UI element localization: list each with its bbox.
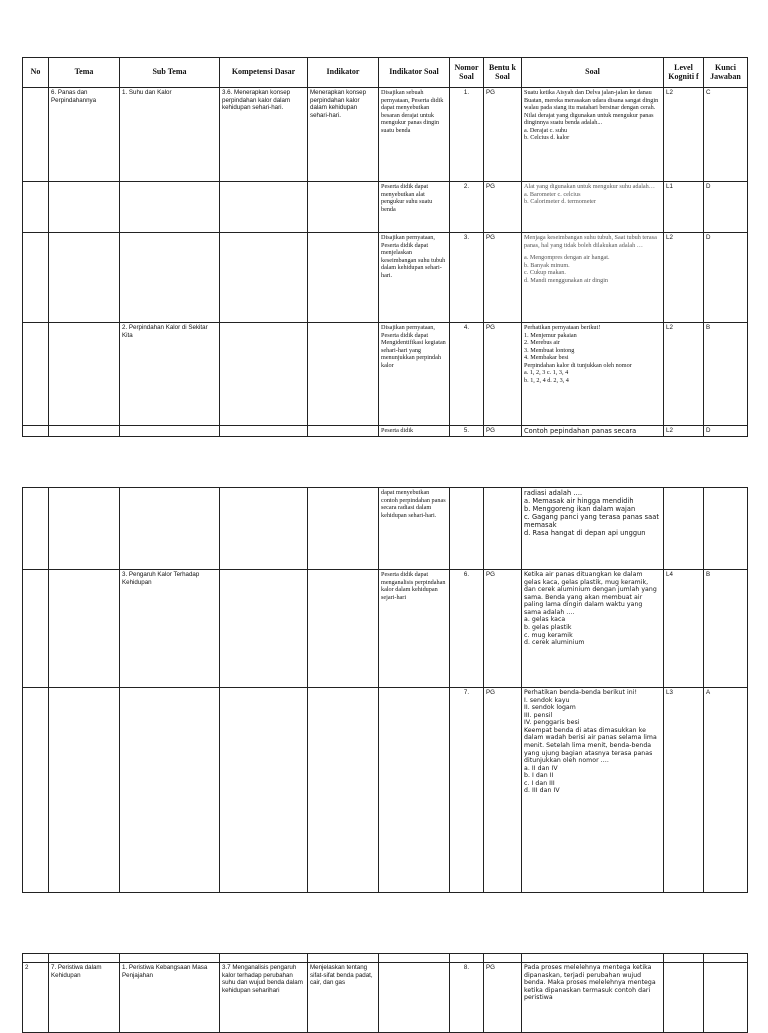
soal-option: d. Rasa hangat di depan api unggun [524, 529, 646, 538]
cell-soal [522, 688, 664, 893]
table-row [23, 570, 748, 688]
header-no: No [23, 58, 49, 88]
cell-soal [522, 182, 664, 233]
cell-level: L2 [664, 323, 704, 426]
cell-indikator-soal: dapat menyebutkan contoh perpindahan panas secara radiasi dalam kehidupan sehari-hari. [379, 488, 450, 570]
soal-option: c. Gagang panci yang terasa panas saat memasak [524, 513, 659, 530]
soal-text: Keempat benda di atas dimasukkan ke dalam wadah berisi air panas selama lima menit. Setelah lima menit, benda-benda yang ujung bagian atasnya terasa panas ditunjukkan oleh nomor …. [524, 726, 657, 765]
cell-kunci: C [704, 88, 748, 182]
cell-kunci: A [704, 688, 748, 893]
cell-nomor-soal: 5. [450, 426, 484, 437]
cell-level: L2 [664, 233, 704, 323]
table-row [23, 954, 748, 963]
header-kunci-jawaban: Kunci Jawaban [704, 58, 748, 88]
soal-option: b. Calorimeter d. termometer [524, 198, 596, 206]
cell-bentuk-soal: PG [484, 323, 522, 426]
table-row [23, 323, 748, 426]
header-row [23, 58, 748, 88]
soal-option: a. Mengompres dengan air hangat. [524, 254, 610, 262]
cell-level: L2 [664, 426, 704, 437]
cell-bentuk-soal: PG [484, 570, 522, 688]
cell-tema: 6. Panas dan Perpindahannya [49, 88, 120, 182]
table-row [23, 88, 748, 182]
cell-kunci: B [704, 570, 748, 688]
cell-sub-tema: 2. Perpindahan Kalor di Sekitar Kita [120, 323, 220, 426]
cell-level: L3 [664, 688, 704, 893]
cell-soal [522, 88, 664, 182]
cell-nomor-soal: 1. [450, 88, 484, 182]
kisi-kisi-table-page-1 [22, 57, 748, 437]
header-level-kognitif: Level Kogniti f [664, 58, 704, 88]
cell-level: L2 [664, 88, 704, 182]
cell-nomor-soal: 3. [450, 233, 484, 323]
soal-option: IV. penggaris besi [524, 719, 580, 727]
soal-option: III. pensil [524, 711, 553, 719]
header-kompetensi-dasar: Kompetensi Dasar [220, 58, 308, 88]
cell-nomor-soal: 6. [450, 570, 484, 688]
soal-option: a. gelas kaca [524, 616, 566, 624]
soal-option: b. I dan II [524, 772, 554, 780]
header-nomor-soal: Nomor Soal [450, 58, 484, 88]
cell-sub-tema: 1. Peristiwa Kebangsaan Masa Penjajahan [120, 963, 220, 1033]
cell-indikator-soal: Disajikan pernyataan, Peserta didik dapat Mengidentifikasi kegiatan sehari-hari yang menunjukkan perpindah kalor [379, 323, 450, 426]
cell-bentuk-soal: PG [484, 688, 522, 893]
soal-option: d. Mandi menggunakan air dingin [524, 276, 609, 284]
cell-bentuk-soal: PG [484, 88, 522, 182]
cell-sub-tema: 3. Pengaruh Kalor Terhadap Kehidupan [120, 570, 220, 688]
soal-option: I. sendok kayu [524, 696, 570, 704]
cell-kunci: B [704, 323, 748, 426]
kisi-kisi-table-page-2 [22, 487, 748, 893]
soal-option: d. III dan IV [524, 787, 560, 795]
cell-bentuk-soal: PG [484, 963, 522, 1033]
soal-option: a. Derajat c. suhu [524, 126, 568, 134]
cell-kunci: D [704, 233, 748, 323]
soal-option: 2. Merebus air [524, 339, 560, 347]
soal-option: 3. Membuat lontong [524, 346, 575, 354]
soal-text: radiasi adalah …. [524, 489, 583, 497]
cell-kunci: D [704, 426, 748, 437]
cell-nomor-soal: 4. [450, 323, 484, 426]
soal-option: b. 1, 2, 4 d. 2, 3, 4 [524, 376, 569, 384]
soal-text: Menjaga keseimbangan suhu tubuh, Saat tubuh terasa panas, hal yang tidak boleh dilakukan adalah … [524, 234, 657, 249]
kisi-kisi-table-page-3 [22, 953, 748, 1033]
soal-option: a. Barometer c. celcius [524, 190, 581, 198]
table-row [23, 182, 748, 233]
cell-level: L4 [664, 570, 704, 688]
soal-option: d. cerek aluminium [524, 639, 585, 647]
cell-sub-tema: 1. Suhu dan Kalor [120, 88, 220, 182]
header-indikator: Indikator [308, 58, 379, 88]
cell-soal: Pada proses melelehnya mentega ketika dipanaskan, terjadi perubahan wujud benda. Maka proses melelehnya mentega ketika dipanaskan termasuk contoh dari peristiwa [522, 963, 664, 1033]
header-bentuk-soal: Bentu k Soal [484, 58, 522, 88]
soal-option: a. 1, 2, 3 c. 1, 3, 4 [524, 369, 569, 377]
soal-option: b. Celcius d. kalor [524, 134, 570, 142]
cell-nomor-soal: 7. [450, 688, 484, 893]
soal-option: c. mug keramik [524, 631, 573, 639]
cell-kunci: D [704, 182, 748, 233]
soal-option: 4. Membakar besi [524, 354, 569, 362]
cell-no [23, 88, 49, 182]
header-tema: Tema [49, 58, 120, 88]
cell-soal [522, 488, 664, 570]
cell-indikator-soal: Disajikan pernyataan, Peserta didik dapat menjelaskan keseimbangan suhu tubuh dalam kehidupan sehari-hari. [379, 233, 450, 323]
cell-indikator-soal: Peserta didik dapat menganalisis perpindahan kalor dalam kehidupan sejari-hari [379, 570, 450, 688]
soal-text: Perpindahan kalor di tunjukkan oleh nomor [524, 361, 632, 369]
header-sub-tema: Sub Tema [120, 58, 220, 88]
soal-option: b. Banyak minum. [524, 261, 570, 269]
soal-text: Perhatikan benda-benda berikut ini! [524, 689, 638, 696]
table-row [23, 426, 748, 437]
soal-text: Perhatikan pernyataan berikut! [524, 324, 601, 331]
table-row [23, 963, 748, 1033]
header-soal: Soal [522, 58, 664, 88]
cell-indikator-soal: Disajikan sebuah pernyataan, Peserta didik dapat menyebutkan besaran derajat untuk mengukur panas dingin suatu benda [379, 88, 450, 182]
cell-nomor-soal: 2. [450, 182, 484, 233]
cell-soal [522, 570, 664, 688]
cell-bentuk-soal: PG [484, 182, 522, 233]
cell-no: 2 [23, 963, 49, 1033]
soal-option: 1. Menjemur pakaian [524, 331, 577, 339]
soal-option: b. Menggoreng ikan dalam wajan [524, 505, 636, 514]
soal-text: Alat yang digunakan untuk mengukur suhu adalah… [524, 183, 655, 190]
cell-soal [522, 323, 664, 426]
table-row [23, 233, 748, 323]
cell-tema: 7. Peristiwa dalam Kehidupan [49, 963, 120, 1033]
cell-indikator-soal: Peserta didik [379, 426, 450, 437]
cell-bentuk-soal: PG [484, 233, 522, 323]
table-row [23, 488, 748, 570]
header-indikator-soal: Indikator Soal [379, 58, 450, 88]
soal-text: Suatu ketika Aisyah dan Delva jalan-jalan ke danau Buatan, mereka merasakan udara disana sangat dingin walau pada siang itu matahari bersinar dengan cerah. Nilai derajat yang digunakan untuk mengukur panas dinginnya suatu benda adalah... [524, 89, 659, 127]
soal-option: a. Memasak air hingga mendidih [524, 497, 634, 506]
soal-option: b. gelas plastik [524, 623, 572, 631]
cell-indikator-soal: Peserta didik dapat menyebutkan alat pengukur suhu suatu benda [379, 182, 450, 233]
table-row [23, 688, 748, 893]
cell-soal [522, 233, 664, 323]
soal-option: a. II dan IV [524, 764, 558, 772]
cell-indikator: Menjelaskan tentang sifat-sifat benda padat, cair, dan gas [308, 963, 379, 1033]
soal-option: c. I dan III [524, 779, 555, 787]
soal-option: c. Cukup makan. [524, 269, 566, 277]
cell-kompetensi-dasar: 3.6. Menerapkan konsep perpindahan kalor dalam kehidupan sehari-hari. [220, 88, 308, 182]
soal-option: II. sendok logam [524, 704, 576, 712]
soal-text: Ketika air panas dituangkan ke dalam gelas kaca, gelas plastik, mug keramik, dan cerek aluminium dengan jumlah yang sama. Benda yang akan membuat air paling lama dingin dalam waktu yang sama adalah …. [524, 571, 657, 616]
cell-nomor-soal: 8. [450, 963, 484, 1033]
cell-kompetensi-dasar: 3.7 Menganalisis pengaruh kalor terhadap perubahan suhu dan wujud benda dalam kehidupan seharihari [220, 963, 308, 1033]
cell-indikator: Menerapkan konsep perpindahan kalor dalam kehidupan sehari-hari. [308, 88, 379, 182]
cell-soal: Contoh pepindahan panas secara [522, 426, 664, 437]
cell-level: L1 [664, 182, 704, 233]
cell-bentuk-soal: PG [484, 426, 522, 437]
